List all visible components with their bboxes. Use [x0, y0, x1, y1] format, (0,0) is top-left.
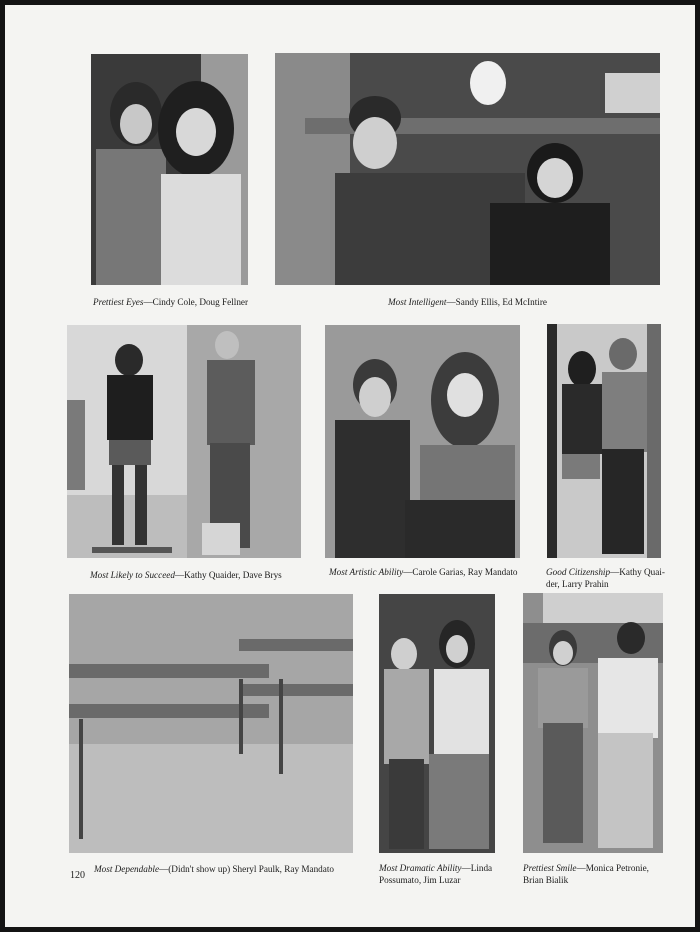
caption-most-artistic-ability [329, 566, 518, 578]
caption-names-continued: Brian Bialik [523, 875, 569, 885]
caption-good-citizenship [546, 566, 676, 590]
caption-names: —Kathy Quaider, Dave Brys [174, 570, 282, 580]
caption-title: Good Citizenship [546, 567, 611, 577]
caption-title: Most Dramatic Ability [379, 863, 462, 873]
photo-most-dramatic-ability [379, 594, 495, 853]
caption-most-likely-to-succeed [90, 569, 282, 581]
caption-title: Prettiest Eyes [93, 297, 144, 307]
caption-prettiest-smile [523, 862, 668, 886]
photo-most-artistic-ability [325, 325, 520, 558]
caption-names: —Carole Garias, Ray Mandato [403, 567, 518, 577]
caption-names: —Kathy Quai- [610, 567, 665, 577]
caption-title: Prettiest Smile [523, 863, 577, 873]
photo-most-dependable [69, 594, 353, 853]
caption-most-dependable [94, 863, 334, 875]
caption-title: Most Likely to Succeed [90, 570, 175, 580]
caption-names: —(Didn't show up) Sheryl Paulk, Ray Mandato [159, 864, 334, 874]
caption-names: —Linda [461, 863, 493, 873]
caption-title: Most Artistic Ability [329, 567, 404, 577]
photo-good-citizenship [547, 324, 661, 558]
photo-prettiest-smile [523, 593, 663, 853]
caption-title: Most Intelligent [388, 297, 447, 307]
caption-names: —Cindy Cole, Doug Fellner [143, 297, 249, 307]
caption-prettiest-eyes [93, 296, 248, 308]
photo-prettiest-eyes [91, 54, 248, 285]
page-number: 120 [70, 870, 85, 881]
yearbook-page [5, 5, 695, 927]
caption-names: —Sandy Ellis, Ed McIntire [446, 297, 547, 307]
caption-names-continued: Possumato, Jim Luzar [379, 875, 461, 885]
caption-title: Most Dependable [94, 864, 160, 874]
photo-most-intelligent [275, 53, 660, 285]
caption-most-dramatic-ability [379, 862, 509, 886]
photo-most-likely-to-succeed [67, 325, 301, 558]
caption-names: —Monica Petronie, [576, 863, 649, 873]
caption-most-intelligent [388, 296, 547, 308]
caption-names-continued: der, Larry Prahin [546, 579, 609, 589]
